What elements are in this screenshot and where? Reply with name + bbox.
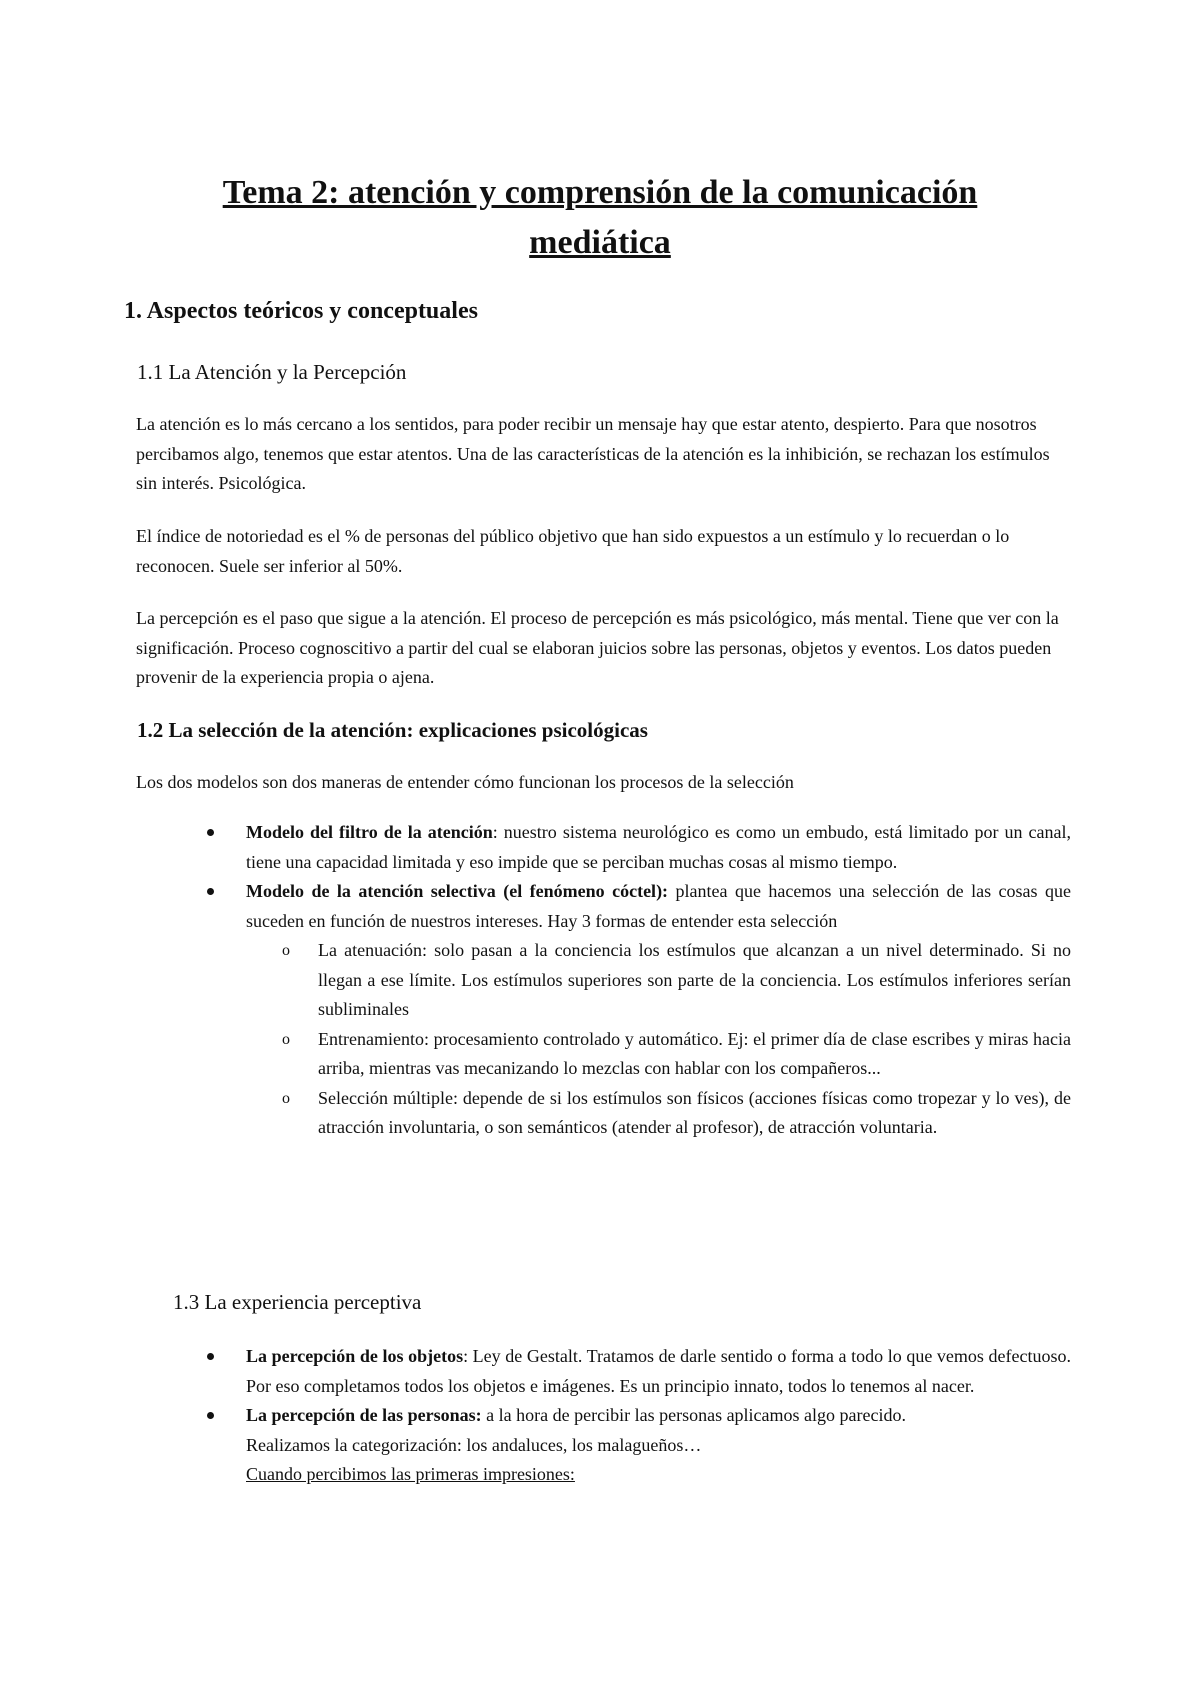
paragraph-models-intro: Los dos modelos son dos maneras de entender cómo funcionan los procesos de la selección xyxy=(136,772,794,792)
bullet-icon xyxy=(207,1412,214,1419)
bullet-icon xyxy=(207,829,214,836)
sub-list-item xyxy=(246,1025,1071,1084)
circle-bullet-icon: o xyxy=(282,1030,290,1048)
sub-item-text: La atenuación: solo pasan a la conciencia los estímulos que alcanzan a un nivel determinado. Si no llegan a ese límite. Los estímulos superiores son parte de la conciencia. Los estímulos inferiores serían subliminales xyxy=(318,940,1071,1019)
bullet-icon xyxy=(207,1353,214,1360)
selection-forms-list xyxy=(246,936,1071,1143)
bullet-term: La percepción de las personas: xyxy=(246,1405,482,1425)
list-item xyxy=(205,1401,1071,1490)
bullet-icon xyxy=(207,888,214,895)
bullet-term: Modelo del filtro de la atención xyxy=(246,822,493,842)
bullet-text: : Ley de Gestalt. Tratamos de darle sentido o forma a todo lo que vemos defectuoso. Por eso completamos todos los objetos e imágenes. Es un principio innato, todos lo tenemos al nacer. xyxy=(246,1346,1071,1396)
selection-models-list xyxy=(205,818,1071,1143)
paragraph-perception: La percepción es el paso que sigue a la atención. El proceso de percepción es más psicológico, más mental. Tiene que ver con la significación. Proceso cognoscitivo a partir del cual se elaboran juicios sobre las personas, objetos y eventos. Los datos pueden provenir de la experiencia propia o ajena. xyxy=(136,608,1059,687)
sub-item-text: Entrenamiento: procesamiento controlado y automático. Ej: el primer día de clase escribes y miras hacia arriba, mientras vas mecanizando lo mezclas con hablar con los compañeros... xyxy=(318,1028,1071,1078)
bullet-text: a la hora de percibir las personas aplicamos algo parecido. xyxy=(481,1405,906,1425)
circle-bullet-icon: o xyxy=(282,942,290,959)
sub-item-text: Selección múltiple: depende de si los estímulos son físicos (acciones físicas como tropezar y lo ves), de atracción involuntaria, o son semánticos (atender al profesor), de atracción voluntaria. xyxy=(318,1087,1071,1137)
first-impressions-line: Cuando percibimos las primeras impresiones: xyxy=(246,1464,575,1484)
subsection-heading-1-2: 1.2 La selección de la atención: explicaciones psicológicas xyxy=(137,718,648,742)
bullet-text: : nuestro sistema neurológico es como un embudo, está limitado por un canal, tiene una capacidad limitada y eso impide que se perciban muchas cosas al mismo tiempo. xyxy=(246,822,1071,872)
bullet-term: La percepción de los objetos xyxy=(246,1346,464,1366)
perceptive-experience-list xyxy=(205,1342,1071,1490)
sub-list-item xyxy=(246,936,1071,1025)
sub-list-item xyxy=(246,1084,1071,1143)
page-title: Tema 2: atención y comprensión de la comunicación mediática xyxy=(222,174,978,261)
bullet-text: plantea que hacemos una selección de las cosas que suceden en función de nuestros intereses. Hay 3 formas de entender esta selección xyxy=(246,881,1071,931)
paragraph-attention: La atención es lo más cercano a los sentidos, para poder recibir un mensaje hay que estar atento, despierto. Para que nosotros percibamos algo, tenemos que estar atentos. Una de las características de la atención es la inhibición, se rechazan los estímulos sin interés. Psicológica. xyxy=(136,414,1050,493)
bullet-term: Modelo de la atención selectiva (el fenómeno cóctel): xyxy=(246,881,669,901)
categorization-line: Realizamos la categorización: los andaluces, los malagueños… xyxy=(246,1434,702,1455)
subsection-heading-1-1: 1.1 La Atención y la Percepción xyxy=(137,360,407,384)
list-item xyxy=(205,818,1071,877)
subsection-heading-1-3: 1.3 La experiencia perceptiva xyxy=(173,1290,422,1314)
list-item xyxy=(205,1342,1071,1401)
section-heading-1: 1. Aspectos teóricos y conceptuales xyxy=(124,298,478,324)
paragraph-notoriety-index: El índice de notoriedad es el % de personas del público objetivo que han sido expuestos a un estímulo y lo recuerdan o lo reconocen. Suele ser inferior al 50%. xyxy=(136,526,1010,576)
circle-bullet-icon: o xyxy=(282,1089,290,1107)
list-item xyxy=(205,877,1071,1143)
